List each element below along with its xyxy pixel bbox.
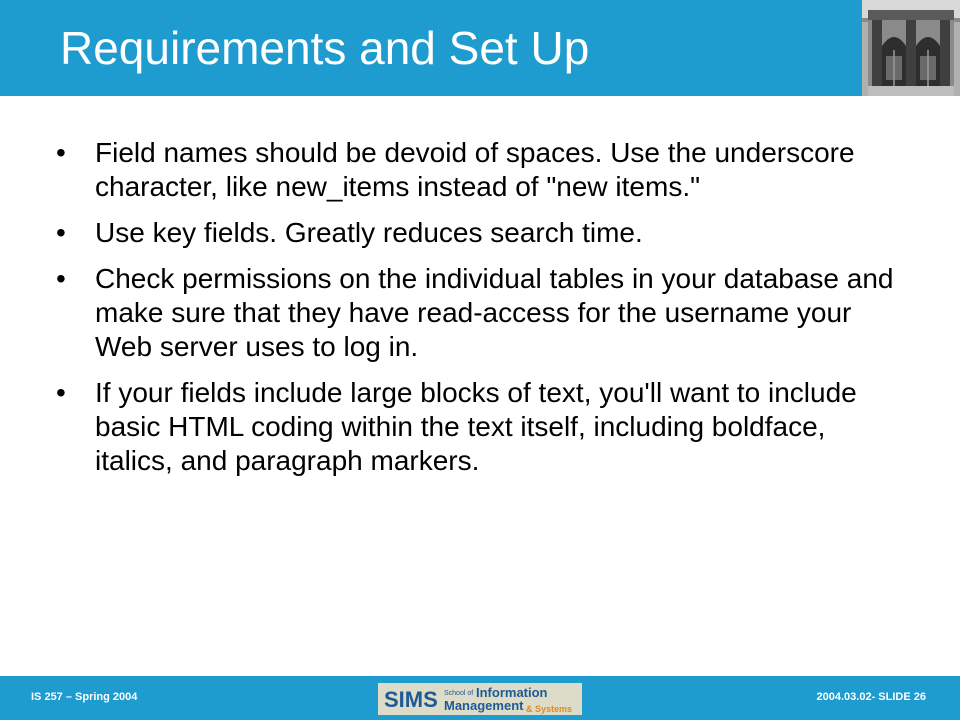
logo-school-of-text: School of [444,690,474,697]
bullet-marker: • [56,263,66,294]
bullet-marker: • [56,377,66,408]
bullet-text: Use key fields. Greatly reduces search time. [95,217,643,248]
bullet-text: If your fields include large blocks of text, you'll want to include basic HTML coding within the text itself, including boldface, italics, and paragraph markers. [95,377,857,476]
logo-sims-text: SIMS [384,687,438,712]
bullet-marker: • [56,217,66,248]
logo-information-text: Information [476,685,548,700]
logo-management-text: Management [444,698,524,713]
bullet-item [56,136,906,204]
footer-course-label: IS 257 – Spring 2004 [31,691,138,703]
slide-number-label: 2004.03.02- SLIDE 26 [816,691,926,703]
bullet-text: Field names should be devoid of spaces. Use the underscore character, like new_items instead of "new items." [95,137,855,202]
bullet-item [56,262,906,364]
slide-title: Requirements and Set Up [60,22,590,74]
logo-systems-text: & Systems [526,704,573,714]
sims-logo [378,683,582,715]
bullet-marker: • [56,137,66,168]
building-photo-image [862,0,960,96]
bullet-item [56,376,906,478]
bullet-item [56,216,906,250]
bullet-list [56,136,906,490]
bullet-text: Check permissions on the individual tables in your database and make sure that they have read-access for the username your Web server uses to log in. [95,263,894,362]
